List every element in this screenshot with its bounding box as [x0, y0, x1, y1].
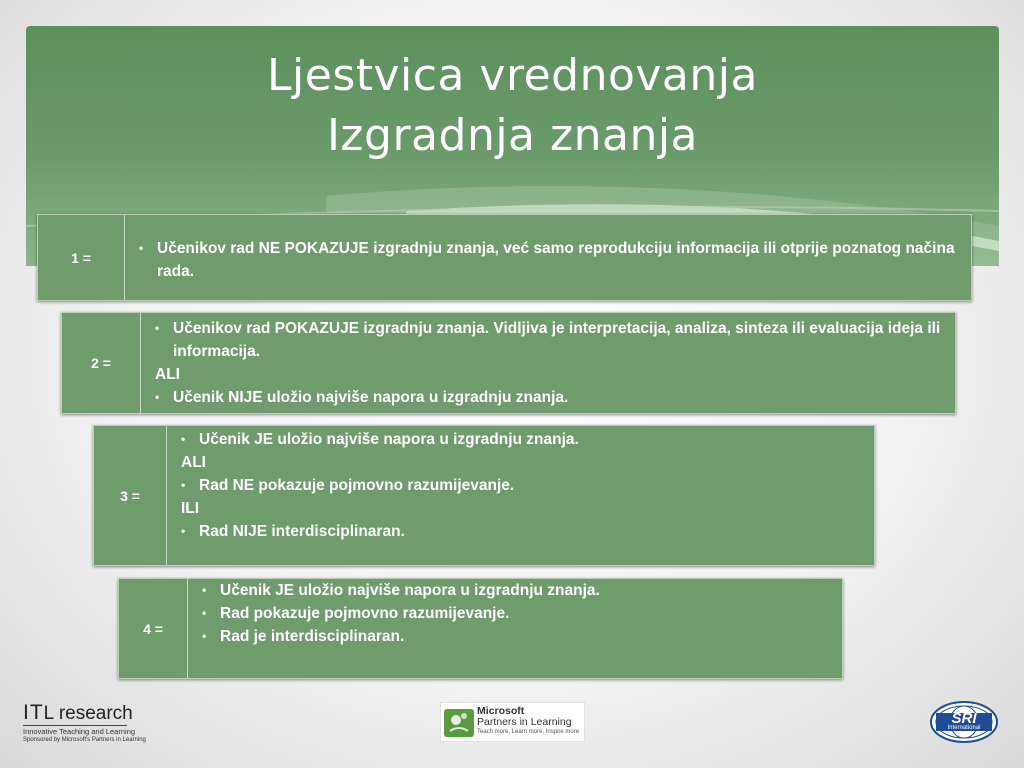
- itl-logo-subtitle: Innovative Teaching and Learning: [23, 727, 136, 736]
- rubric-description: [188, 579, 842, 678]
- rubric-score-label: 2 =: [62, 313, 141, 413]
- rubric-row-1: [37, 214, 972, 301]
- rubric-score-label: 3 =: [94, 426, 167, 565]
- itl-research-logo: [23, 703, 163, 745]
- rubric-bullet: [202, 625, 834, 648]
- rubric-bullet: [181, 474, 866, 497]
- sri-logo-text: SRI: [951, 710, 977, 727]
- bullet-dot: •: [155, 390, 160, 404]
- bullet-dot: •: [202, 606, 207, 620]
- rubric-row-4: [118, 578, 843, 679]
- microsoft-partners-logo: [440, 702, 585, 742]
- bullet-dot: •: [181, 478, 186, 492]
- rubric-bullet: [139, 237, 963, 283]
- sri-logo-subtext: International: [947, 725, 981, 731]
- rubric-bullet: [202, 602, 834, 625]
- rubric-row-3: [93, 425, 875, 566]
- rubric-connector: ILI: [181, 500, 200, 517]
- rubric-connector: ALI: [181, 454, 206, 471]
- title-line-1: Ljestvica vrednovanja: [267, 50, 758, 101]
- bullet-text: Učenik NIJE uložio najviše napora u izgradnju znanja.: [173, 389, 569, 406]
- bullet-text: Učenikov rad NE POKAZUJE izgradnju znanja, već samo reprodukciju informacija ili otprije poznatog načina rada.: [157, 240, 955, 280]
- rubric-description: [125, 215, 971, 300]
- bullet-dot: •: [139, 241, 144, 255]
- itl-logo-mark: IT: [23, 701, 44, 724]
- rubric-bullet: [181, 428, 866, 451]
- bullet-text: Rad pokazuje pojmovno razumijevanje.: [220, 605, 510, 622]
- bullet-text: Rad NE pokazuje pojmovno razumijevanje.: [199, 477, 515, 494]
- rubric-bullet: [181, 520, 866, 543]
- rubric-score-label: 1 =: [38, 215, 125, 300]
- itl-logo-text: L research: [43, 703, 133, 724]
- microsoft-logo-line2: Partners in Learning: [477, 716, 572, 728]
- itl-logo-sponsor: Sponsored by Microsoft's Partners in Learning: [23, 737, 146, 743]
- rubric-bullet: [202, 579, 834, 602]
- microsoft-logo-tagline: Teach more, Learn more, Inspire more: [477, 729, 580, 735]
- bullet-dot: •: [202, 629, 207, 643]
- sri-international-logo: [930, 701, 1000, 743]
- rubric-description: [167, 426, 874, 565]
- bullet-text: Učenikov rad POKAZUJE izgradnju znanja. Vidljiva je interpretacija, analiza, sinteza ili evaluacija ideja ili informacija.: [173, 320, 941, 360]
- title-line-2: Izgradnja znanja: [326, 110, 699, 161]
- bullet-text: Učenik JE uložio najviše napora u izgradnju znanja.: [199, 431, 579, 448]
- rubric-score-label: 4 =: [119, 579, 188, 678]
- bullet-text: Rad je interdisciplinaran.: [220, 628, 405, 645]
- bullet-dot: •: [181, 524, 186, 538]
- bullet-dot: •: [181, 432, 186, 446]
- bullet-text: Rad NIJE interdisciplinaran.: [199, 523, 405, 540]
- rubric-connector: ALI: [155, 366, 180, 383]
- slide-title: [26, 46, 999, 166]
- bullet-dot: •: [202, 583, 207, 597]
- bullet-dot: •: [155, 321, 160, 335]
- bullet-text: Učenik JE uložio najviše napora u izgradnju znanja.: [220, 582, 600, 599]
- rubric-bullet: [155, 386, 947, 409]
- microsoft-window-icon: [442, 705, 476, 739]
- rubric-description: [141, 313, 955, 413]
- rubric-row-2: [61, 312, 956, 414]
- microsoft-logo-line1: Microsoft: [477, 705, 525, 717]
- rubric-bullet: [155, 317, 947, 363]
